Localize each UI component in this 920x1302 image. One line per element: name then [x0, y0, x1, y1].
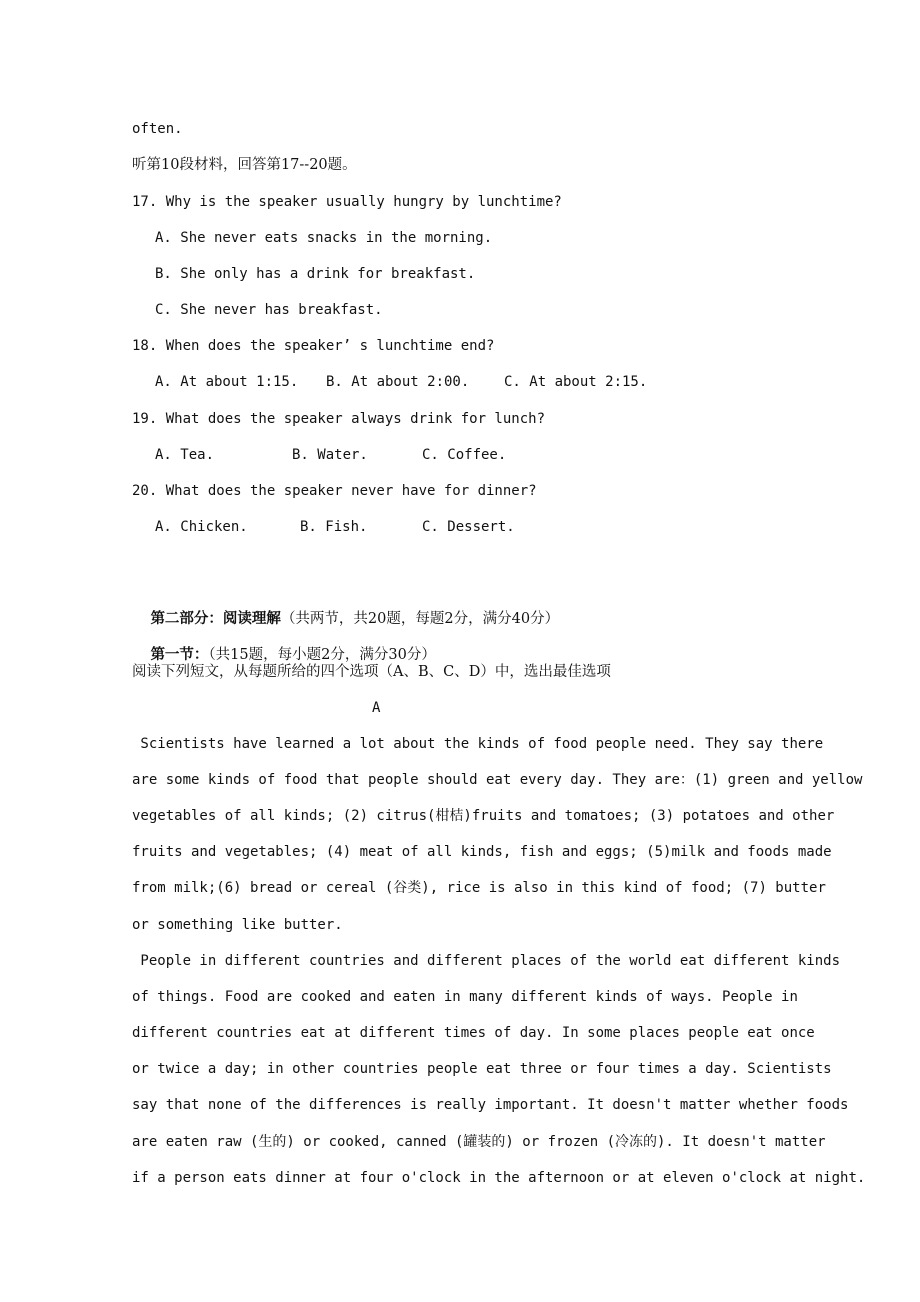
section-one-scoring: （共15题，每小题2分，满分30分）	[208, 647, 436, 663]
paragraph-2-line-1: People in different countries and different places of the world eat different kinds	[132, 953, 841, 969]
paragraph-1-line-6: or something like butter.	[132, 917, 343, 933]
question-19: 19. What does the speaker always drink for lunch?	[132, 411, 546, 427]
question-17-option-b: B. She only has a drink for breakfast.	[155, 266, 476, 282]
question-20: 20. What does the speaker never have for dinner?	[132, 483, 537, 499]
paragraph-2-line-4: or twice a day; in other countries people eat three or four times a day. Scientists	[132, 1061, 832, 1077]
question-18-option-b: B. At about 2:00.	[326, 374, 470, 390]
question-20-option-a: A. Chicken.	[155, 519, 248, 535]
part-two-scoring: （共两节，共20题，每题2分，满分40分）	[280, 611, 560, 627]
question-20-option-c: C. Dessert.	[422, 519, 515, 535]
carry-over-text: often.	[132, 121, 183, 137]
paragraph-2-line-6: are eaten raw (生的) or cooked, canned (罐装的) or frozen (冷冻的). It doesn't matter	[132, 1134, 826, 1150]
section-one-title: 第一节：	[150, 646, 209, 663]
reading-instruction: 阅读下列短文，从每题所给的四个选项（A、B、C、D）中，选出最佳选项	[132, 664, 611, 680]
question-17-option-a: A. She never eats snacks in the morning.	[155, 230, 493, 246]
paragraph-2-line-7: if a person eats dinner at four o'clock in the afternoon or at eleven o'clock at night.	[132, 1170, 866, 1186]
passage-label: A	[372, 700, 381, 716]
paragraph-1-line-5: from milk;(6) bread or cereal (谷类), rice is also in this kind of food; (7) butter	[132, 880, 826, 896]
question-19-option-b: B. Water.	[292, 447, 368, 463]
question-18-option-c: C. At about 2:15.	[504, 374, 648, 390]
question-19-option-c: C. Coffee.	[422, 447, 507, 463]
listening-section-intro: 听第10段材料，回答第17--20题。	[132, 157, 357, 173]
question-17: 17. Why is the speaker usually hungry by lunchtime?	[132, 194, 562, 210]
paragraph-2-line-5: say that none of the differences is really important. It doesn't matter whether foods	[132, 1097, 849, 1113]
question-18-option-a: A. At about 1:15.	[155, 374, 299, 390]
paragraph-1-line-4: fruits and vegetables; (4) meat of all kinds, fish and eggs; (5)milk and foods made	[132, 844, 832, 860]
question-20-option-b: B. Fish.	[300, 519, 368, 535]
question-19-option-a: A. Tea.	[155, 447, 215, 463]
part-two-title: 第二部分：阅读理解	[150, 610, 281, 627]
paragraph-2-line-3: different countries eat at different times of day. In some places people eat once	[132, 1025, 815, 1041]
paragraph-1-line-2: are some kinds of food that people should eat every day. They are：(1) green and yellow	[132, 772, 863, 788]
paragraph-1-line-1: Scientists have learned a lot about the kinds of food people need. They say there	[132, 736, 824, 752]
paragraph-1-line-3: vegetables of all kinds; (2) citrus(柑桔)fruits and tomatoes; (3) potatoes and other	[132, 808, 835, 824]
question-17-option-c: C. She never has breakfast.	[155, 302, 383, 318]
paragraph-2-line-2: of things. Food are cooked and eaten in many different kinds of ways. People in	[132, 989, 798, 1005]
question-18: 18. When does the speaker’ s lunchtime end?	[132, 338, 495, 354]
